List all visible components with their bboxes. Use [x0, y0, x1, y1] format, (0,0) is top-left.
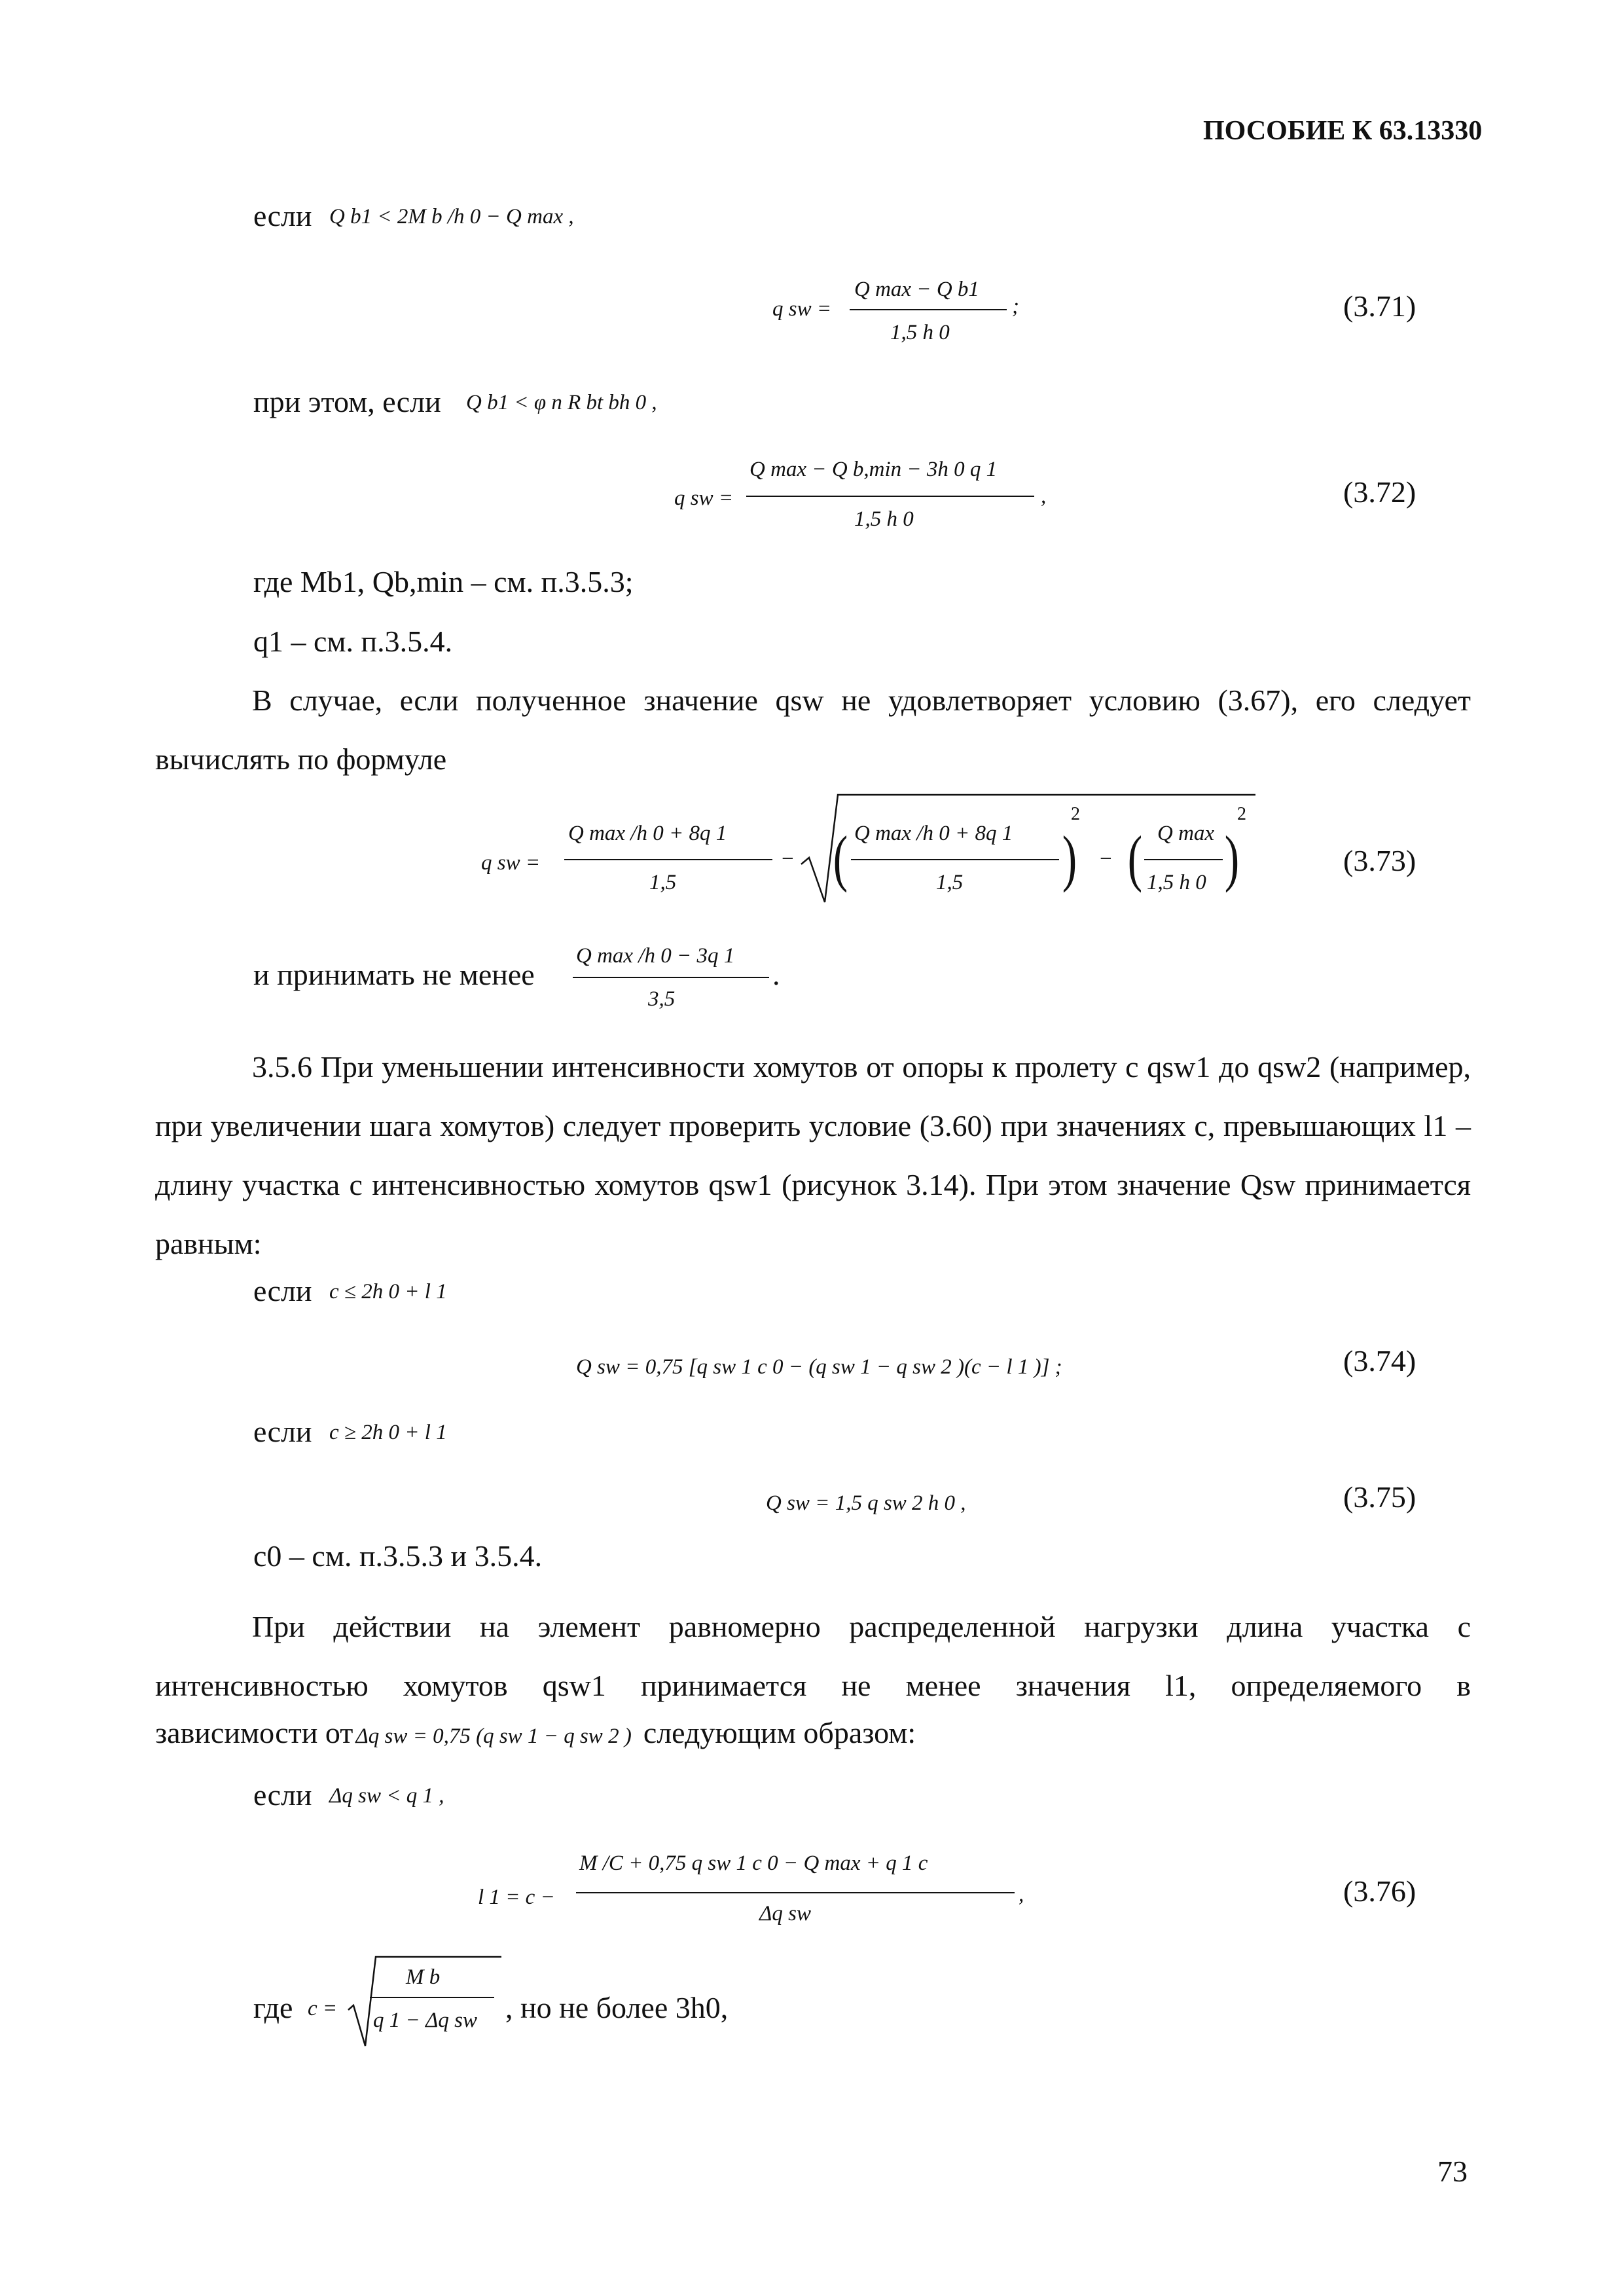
fraction-line	[576, 1892, 1015, 1893]
paragraph: В случае, если полученное значение qsw не удовлетворяет условию (3.67), его следует вычислять по формуле	[155, 683, 1471, 776]
fraction-line	[850, 309, 1007, 310]
condition-formula: Δq sw < q 1 ,	[329, 1784, 444, 1808]
dq-definition: Δq sw = 0,75 (q sw 1 − q sw 2 )	[355, 1724, 632, 1748]
minus-sign: −	[780, 847, 795, 871]
condition-formula: c ≤ 2h 0 + l 1	[329, 1280, 447, 1303]
fraction-denominator: Δq sw	[759, 1902, 811, 1925]
formula-lhs: q sw =	[772, 297, 832, 321]
equation-number: (3.74)	[1343, 1344, 1416, 1377]
formula-tail: ;	[1012, 295, 1019, 318]
fraction-numerator: Q max − Q b,min − 3h 0 q 1	[749, 458, 998, 481]
label-if: если	[253, 199, 312, 232]
formula-lhs: c =	[308, 1997, 338, 2020]
label-if: если	[253, 1415, 312, 1448]
fraction-denominator: 1,5	[649, 871, 677, 894]
fraction-denominator: 3,5	[648, 987, 676, 1011]
fraction-line	[746, 496, 1034, 497]
period: .	[772, 958, 780, 991]
condition-formula: Q b1 < φ n R bt bh 0 ,	[466, 391, 657, 414]
equation-number: (3.72)	[1343, 475, 1416, 509]
fraction-denominator: 1,5	[936, 871, 964, 894]
fraction-line	[1144, 859, 1223, 860]
label-where: где	[253, 1991, 293, 2024]
formula-lhs: q sw =	[481, 851, 541, 875]
equation-number: (3.73)	[1343, 844, 1416, 877]
formula-lhs: q sw =	[674, 486, 734, 510]
fraction-line	[564, 859, 772, 860]
fraction-denominator: 1,5 h 0	[854, 507, 914, 531]
equation-number: (3.76)	[1343, 1874, 1416, 1908]
fraction-numerator: Q max /h 0 − 3q 1	[576, 944, 735, 968]
label-if: если	[253, 1274, 312, 1307]
formula-lhs: l 1 = c −	[478, 1886, 555, 1909]
not-more-text: , но не более 3h0,	[505, 1991, 729, 2024]
formula-tail: ,	[1041, 484, 1047, 508]
formula-3-75: Q sw = 1,5 q sw 2 h 0 ,	[766, 1491, 966, 1515]
condition-formula: c ≥ 2h 0 + l 1	[329, 1421, 447, 1444]
q1-reference: q1 – см. п.3.5.4.	[253, 625, 453, 658]
fraction-numerator: Q max /h 0 + 8q 1	[568, 822, 727, 845]
paren-close: )	[1224, 823, 1240, 893]
label-take-min: и принимать не менее	[253, 958, 535, 991]
c0-reference: c0 – см. п.3.5.3 и 3.5.4.	[253, 1539, 543, 1573]
fraction-denominator: 1,5 h 0	[1147, 871, 1206, 894]
paren-close: )	[1062, 823, 1077, 893]
page-number: 73	[1437, 2155, 1468, 2188]
fraction-numerator: Q max − Q b1	[854, 278, 979, 301]
paragraph-load-end	[155, 1715, 916, 1750]
text-segment: следующим образом:	[643, 1716, 916, 1749]
formula-3-74: Q sw = 0,75 [q sw 1 c 0 − (q sw 1 − q sw 2 )(c − l 1 )] ;	[576, 1355, 1062, 1379]
label-if: если	[253, 1778, 312, 1812]
fraction-numerator: M /C + 0,75 q sw 1 c 0 − Q max + q 1 c	[579, 1851, 928, 1875]
exponent: 2	[1237, 804, 1246, 824]
equation-number: (3.71)	[1343, 289, 1416, 323]
paragraph-load: При действии на элемент равномерно распределенной нагрузки длина участка с интенсивностью хомутов qsw1 принимается не менее значения l1, определяемого в	[155, 1610, 1471, 1702]
fraction-numerator: M b	[406, 1965, 441, 1989]
minus-sign: −	[1098, 847, 1113, 871]
fraction-numerator: Q max	[1157, 822, 1215, 845]
paren-open: (	[1127, 823, 1143, 893]
equation-number: (3.75)	[1343, 1480, 1416, 1514]
condition-formula: Q b1 < 2M b /h 0 − Q max ,	[329, 205, 574, 228]
fraction-denominator: q 1 − Δq sw	[373, 2009, 477, 2032]
fraction-line	[370, 1997, 494, 1998]
label-when: при этом, если	[253, 385, 441, 418]
paren-open: (	[833, 823, 848, 893]
page-header: ПОСОБИЕ К 63.13330	[1203, 116, 1483, 146]
fraction-line	[573, 977, 769, 978]
fraction-numerator: Q max /h 0 + 8q 1	[854, 822, 1013, 845]
where-reference: где Mb1, Qb,min – см. п.3.5.3;	[253, 565, 634, 598]
formula-tail: ,	[1019, 1883, 1024, 1906]
paragraph-3-5-6: 3.5.6 При уменьшении интенсивности хомутов от опоры к пролету с qsw1 до qsw2 (например, при увеличении шага хомутов) следует проверить условие (3.60) при значениях c, превышающих l1 – длину участка с интенсивностью хомутов qsw1 (рисунок 3.14). При этом значение Qsw принимается равным:	[155, 1050, 1471, 1260]
exponent: 2	[1071, 804, 1080, 824]
fraction-denominator: 1,5 h 0	[890, 321, 950, 344]
text-segment: зависимости от	[155, 1716, 353, 1749]
fraction-line	[851, 859, 1059, 860]
